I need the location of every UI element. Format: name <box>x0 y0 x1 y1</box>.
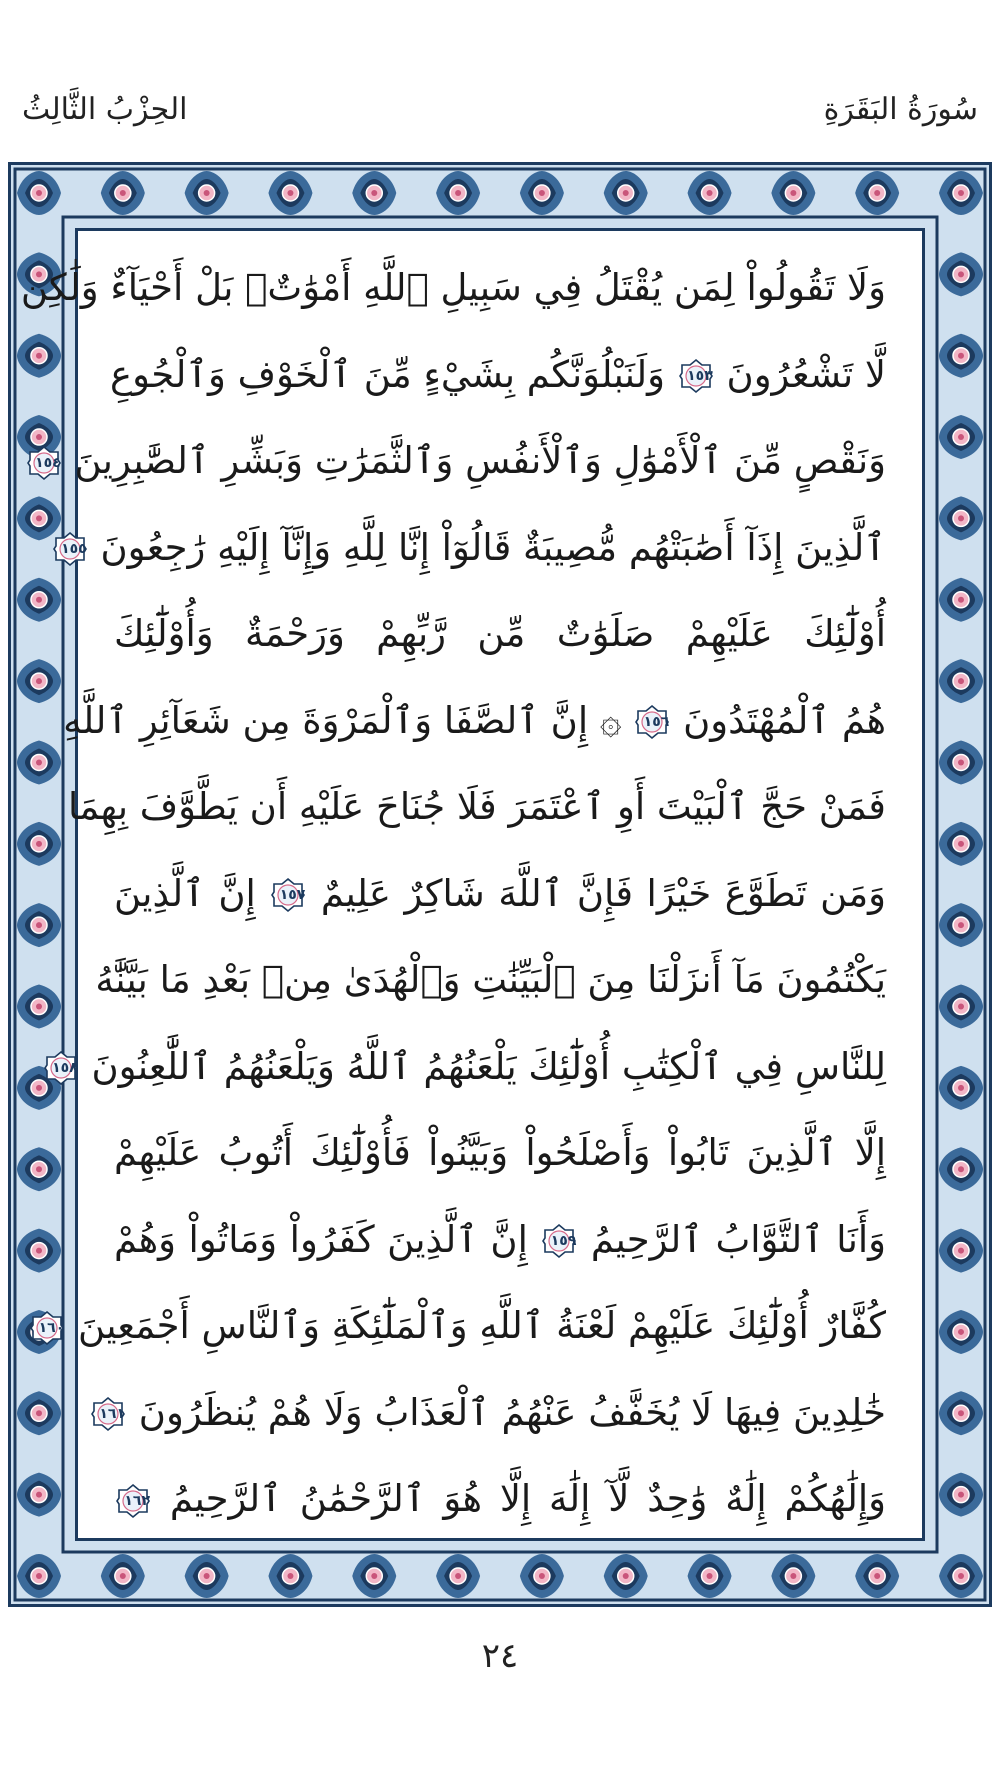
text-line <box>35 418 886 505</box>
ayah-marker <box>91 1397 125 1431</box>
verse-text: إِنَّ ٱلَّذِينَ كَفَرُواْ وَمَاتُواْ وَهُمْ <box>114 1217 528 1261</box>
verse-text: وَلَا تَقُولُواْ لِمَن يُقْتَلُ فِي سَبِيلِ ٱللَّهِ أَمْوَٰتٌۢ بَلْ أَحْيَآءٌ وَلَٰكِن <box>20 266 886 309</box>
ornamental-frame <box>8 162 992 1607</box>
verse-text: إِلَّا ٱلَّذِينَ تَابُواْ وَأَصْلَحُواْ وَبَيَّنُواْ فَأُوْلَٰٓئِكَ أَتُوبُ عَلَيْهِمْ <box>114 1131 886 1174</box>
ayah-marker <box>116 1484 150 1518</box>
text-line <box>63 678 886 765</box>
text-line <box>61 505 886 592</box>
ayah-number: ١٥٥ <box>61 541 87 557</box>
ayah-marker <box>271 878 305 912</box>
ayah-number: ١٥٣ <box>687 368 713 384</box>
ayah-marker <box>27 446 61 480</box>
verse-text: خَٰلِدِينَ فِيهَا لَا يُخَفَّفُ عَنْهُمُ ٱلْعَذَابُ وَلَا هُمْ يُنظَرُونَ <box>138 1390 886 1434</box>
page-header <box>22 92 978 142</box>
text-line <box>52 1024 886 1111</box>
verse-text: وَلَنَبْلُوَنَّكُم بِشَيْءٍ مِّنَ ٱلْخَوْفِ وَٱلْجُوعِ <box>110 352 665 396</box>
surah-title: سُورَةُ البَقَرَةِ <box>823 92 978 127</box>
hizb-title: الحِزْبُ الثَّالِثُ <box>22 92 188 127</box>
verse-text: وَنَقْصٍ مِّنَ ٱلْأَمْوَٰلِ وَٱلْأَنفُسِ وَٱلثَّمَرَٰتِ وَبَشِّرِ ٱلصَّٰبِرِينَ <box>74 439 886 482</box>
verse-text: هُمُ ٱلْمُهْتَدُونَ <box>683 698 886 742</box>
text-line <box>114 1197 886 1284</box>
verse-text: لِلنَّاسِ فِي ٱلْكِتَٰبِ أُوْلَٰٓئِكَ يَلْعَنُهُمُ ٱللَّهُ وَيَلْعَنُهُمُ ٱللَّٰعِنُونَ <box>91 1044 886 1088</box>
verse-text: وَإِلَٰهُكُمْ إِلَٰهٌ وَٰحِدٌ لَّآ إِلَٰهَ إِلَّا هُوَ ٱلرَّحْمَٰنُ ٱلرَّحِيمُ <box>169 1477 886 1520</box>
ayah-marker <box>542 1224 576 1258</box>
verse-text: أُوْلَٰٓئِكَ عَلَيْهِمْ صَلَوَٰتٌ مِّن رَّبِّهِمْ وَرَحْمَةٌ وَأُوْلَٰٓئِكَ <box>114 612 886 655</box>
text-line <box>68 764 886 851</box>
ayah-number: ١٥٦ <box>643 714 670 730</box>
page-number: ٢٤ <box>481 1636 519 1676</box>
text-line <box>114 851 886 938</box>
ayah-marker <box>635 705 669 739</box>
text-line <box>95 937 886 1024</box>
verse-text: وَمَن تَطَوَّعَ خَيْرًا فَإِنَّ ٱللَّهَ شَاكِرٌ عَلِيمٌ <box>320 871 887 915</box>
ayah-marker <box>30 1311 64 1345</box>
ayah-number: ١٥٧ <box>279 887 306 903</box>
text-line <box>38 1283 886 1370</box>
verse-text: فَمَنْ حَجَّ ٱلْبَيْتَ أَوِ ٱعْتَمَرَ فَلَا جُنَاحَ عَلَيْهِ أَن يَطَّوَّفَ بِهِمَا <box>68 785 886 828</box>
verse-text: ٱلَّذِينَ إِذَآ أَصَٰبَتْهُم مُّصِيبَةٌ قَالُوٓاْ إِنَّا لِلَّهِ وَإِنَّآ إِلَيْهِ رَٰجِعُونَ <box>100 525 886 569</box>
verse-text: وَأَنَا ٱلتَّوَّابُ ٱلرَّحِيمُ <box>590 1217 887 1261</box>
text-line <box>110 332 886 419</box>
text-line <box>114 591 886 678</box>
text-line <box>99 1370 886 1457</box>
ayah-number: ١٦١ <box>99 1406 126 1422</box>
text-line <box>114 1110 886 1197</box>
verse-text: يَكْتُمُونَ مَآ أَنزَلْنَا مِنَ ٱلْبَيِّنَٰتِ وَٱلْهُدَىٰ مِنۢ بَعْدِ مَا بَيَّنَّٰهُ <box>95 958 886 1001</box>
verse-text: كُفَّارٌ أُوْلَٰٓئِكَ عَلَيْهِمْ لَعْنَةُ ٱللَّهِ وَٱلْمَلَٰٓئِكَةِ وَٱلنَّاسِ أَجْمَعِينَ <box>78 1304 886 1347</box>
ayah-number: ١٦٠ <box>38 1319 65 1336</box>
ayah-marker <box>679 359 713 393</box>
ayah-marker <box>53 532 87 566</box>
verse-text: إِنَّ ٱلَّذِينَ <box>114 871 256 915</box>
ayah-number: ١٦٢ <box>124 1492 150 1509</box>
text-line <box>114 1456 886 1543</box>
ayah-number: ١٥٩ <box>550 1233 577 1249</box>
verse-text: لَّا تَشْعُرُونَ <box>726 352 886 396</box>
verse-text: ۞ إِنَّ ٱلصَّفَا وَٱلْمَرْوَةَ مِن شَعَآئِرِ ٱللَّهِ <box>63 698 622 742</box>
ayah-number: ١٥٨ <box>52 1060 78 1076</box>
ayah-marker <box>44 1051 78 1085</box>
text-panel <box>20 228 925 1541</box>
quran-text <box>20 245 887 1543</box>
text-line <box>20 245 886 332</box>
ayah-number: ١٥٤ <box>35 454 61 471</box>
